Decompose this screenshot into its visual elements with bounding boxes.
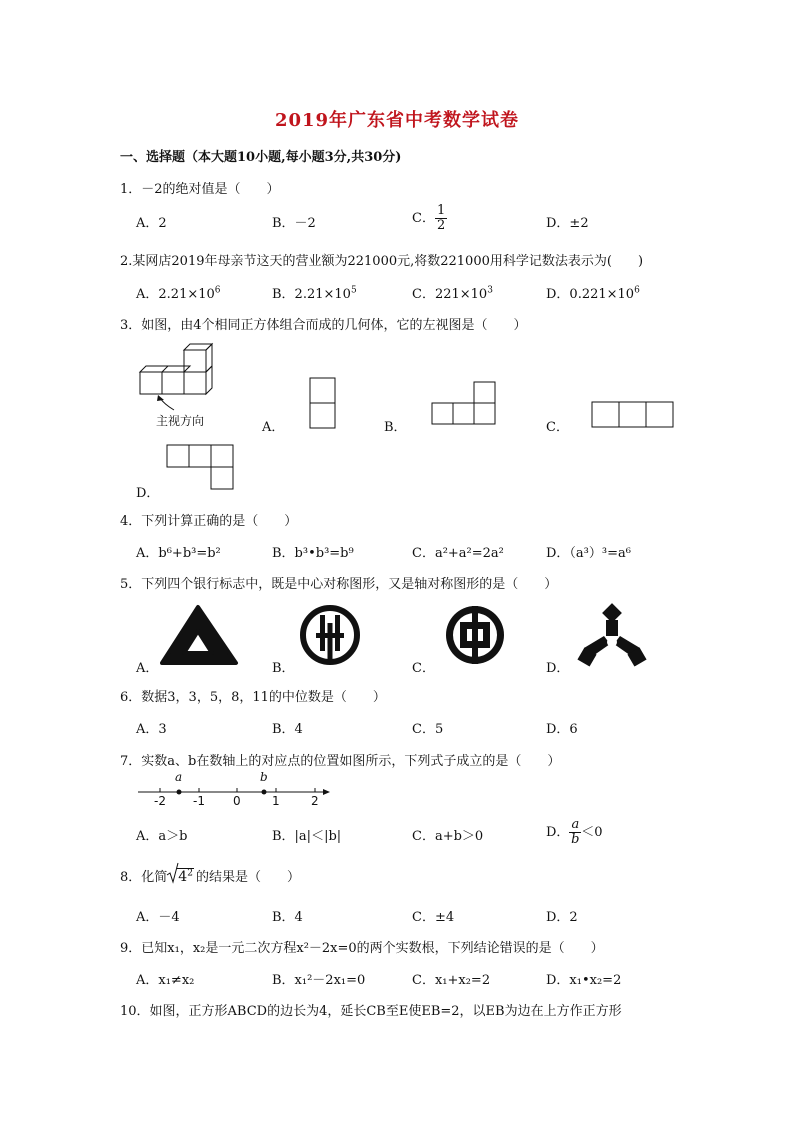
question-9-stem: 9．已知x₁，x₂是一元二次方程x²－2x=0的两个实数根，下列结论错误的是（ ） [120, 941, 604, 956]
q8-option-d: D．2 [546, 910, 578, 925]
q7-d-prefix: D． [546, 825, 570, 840]
q8-stem-pre: 8．化简 [120, 870, 168, 885]
q8-radicand-exp: 2 [187, 868, 193, 879]
q1-option-c [412, 204, 447, 233]
q8-radical [167, 869, 194, 885]
q2-b-base: B．2.21×10 [272, 287, 351, 302]
q7-tick-label: 2 [311, 794, 319, 808]
q7-tick-label: 1 [272, 794, 280, 808]
q7-point-b [262, 790, 267, 795]
q5-logo-c [442, 602, 508, 668]
q7-tick-label: -1 [193, 794, 205, 808]
q7-option-a: A．a＞b [136, 829, 188, 844]
q9-option-b: B．x₁²－2x₁=0 [272, 973, 366, 988]
q2-b-exp: 5 [350, 285, 357, 296]
q2-a-exp: 6 [214, 285, 221, 296]
q2-a-base: A．2.21×10 [136, 287, 215, 302]
question-5-stem: 5．下列四个银行标志中，既是中心对称图形，又是轴对称图形的是（ ） [120, 577, 558, 592]
q8-stem-post: 的结果是（ ） [195, 870, 300, 885]
q2-d-base: D．0.221×10 [546, 287, 635, 302]
q3-view-a [310, 378, 338, 430]
question-10-stem: 10．如图，正方形ABCD的边长为4，延长CB至E使EB=2，以EB为边在上方作正方形 [120, 1004, 622, 1019]
q5-option-b: B． [272, 661, 295, 676]
q5-logo-d [578, 604, 646, 668]
q1-option-c-prefix: C． [412, 211, 435, 226]
q7-option-d [546, 818, 602, 847]
question-4-stem: 4．下列计算正确的是（ ） [120, 514, 298, 529]
q6-option-d: D．6 [546, 722, 578, 737]
q7-d-suffix: ＜0 [581, 825, 603, 840]
q5-option-a: A． [136, 661, 159, 676]
q5-logo-a [160, 605, 240, 667]
question-3-stem: 3．如图，由4个相同正方体组合而成的几何体，它的左视图是（ ） [120, 318, 527, 333]
q7-tick-label: -2 [154, 794, 166, 808]
q6-option-a: A．3 [136, 722, 167, 737]
section-heading: 一、选择题（本大题10小题,每小题3分,共30分) [120, 150, 402, 165]
q9-option-a: A．x₁≠x₂ [136, 973, 195, 988]
q1-fraction-den: 2 [436, 218, 446, 233]
q1-option-a: A．2 [136, 216, 167, 231]
q3-view-d [166, 444, 236, 492]
q5-option-d: D． [546, 661, 570, 676]
q3-cube-figure [134, 340, 224, 420]
q2-c-exp: 3 [487, 285, 493, 296]
q1-fraction-num: 1 [436, 203, 446, 218]
q7-option-c: C．a+b＞0 [412, 829, 484, 844]
q2-d-exp: 6 [634, 285, 640, 296]
q1-option-d: D．±2 [546, 216, 589, 231]
q2-c-base: C．221×10 [412, 287, 488, 302]
q8-option-a: A．－4 [136, 910, 180, 925]
q4-option-b: B．b³•b³=b⁹ [272, 546, 354, 561]
q2-option-a [136, 283, 221, 302]
q7-tick-label: 0 [233, 794, 241, 808]
q3-option-b: B． [384, 420, 407, 435]
q7-option-b: B．|a|＜|b| [272, 829, 342, 844]
q7-label-b: b [260, 770, 268, 784]
q3-option-a: A． [262, 420, 285, 435]
q8-radicand [177, 868, 194, 885]
q9-option-c: C．x₁+x₂=2 [412, 973, 491, 988]
q1-option-b: B．－2 [272, 216, 316, 231]
question-8-stem [120, 866, 300, 885]
q6-option-c: C．5 [412, 722, 444, 737]
q7-label-a: a [175, 770, 183, 784]
q3-view-c [592, 402, 676, 430]
q6-option-b: B．4 [272, 722, 303, 737]
q3-option-d: D． [136, 486, 160, 501]
question-6-stem: 6．数据3，3，5，8，11的中位数是（ ） [120, 690, 386, 705]
q2-option-b [272, 283, 357, 302]
q8-option-b: B．4 [272, 910, 303, 925]
q3-caption: 主视方向 [156, 414, 205, 428]
q5-logo-b [298, 603, 362, 667]
q8-option-c: C．±4 [412, 910, 455, 925]
q5-option-c: C． [412, 661, 435, 676]
q3-option-c: C． [546, 420, 569, 435]
question-7-stem: 7．实数a、b在数轴上的对应点的位置如图所示，下列式子成立的是（ ） [120, 754, 561, 769]
q4-option-d: D．（a³）³=a⁶ [546, 546, 631, 561]
q9-option-d: D．x₁•x₂=2 [546, 973, 622, 988]
q3-view-b [432, 381, 498, 427]
q4-option-a: A．b⁶+b³=b² [136, 546, 221, 561]
q2-option-d [546, 283, 640, 302]
q4-option-c: C．a²+a²=2a² [412, 546, 504, 561]
q7-point-a [177, 790, 182, 795]
question-2-stem: 2.某网店2019年母亲节这天的营业额为221000元,将数221000用科学记数法表示为( ) [120, 254, 644, 269]
q8-radicand-base: 4 [178, 869, 188, 885]
page-title: 2019年广东省中考数学试卷 [274, 110, 520, 131]
q7-fraction-num: a [571, 817, 580, 832]
q1-fraction [435, 204, 447, 233]
q7-fraction-den: b [571, 832, 580, 847]
q2-option-c [412, 283, 493, 302]
question-1-stem: 1．－2的绝对值是（ ） [120, 182, 280, 197]
q7-fraction [569, 818, 581, 847]
